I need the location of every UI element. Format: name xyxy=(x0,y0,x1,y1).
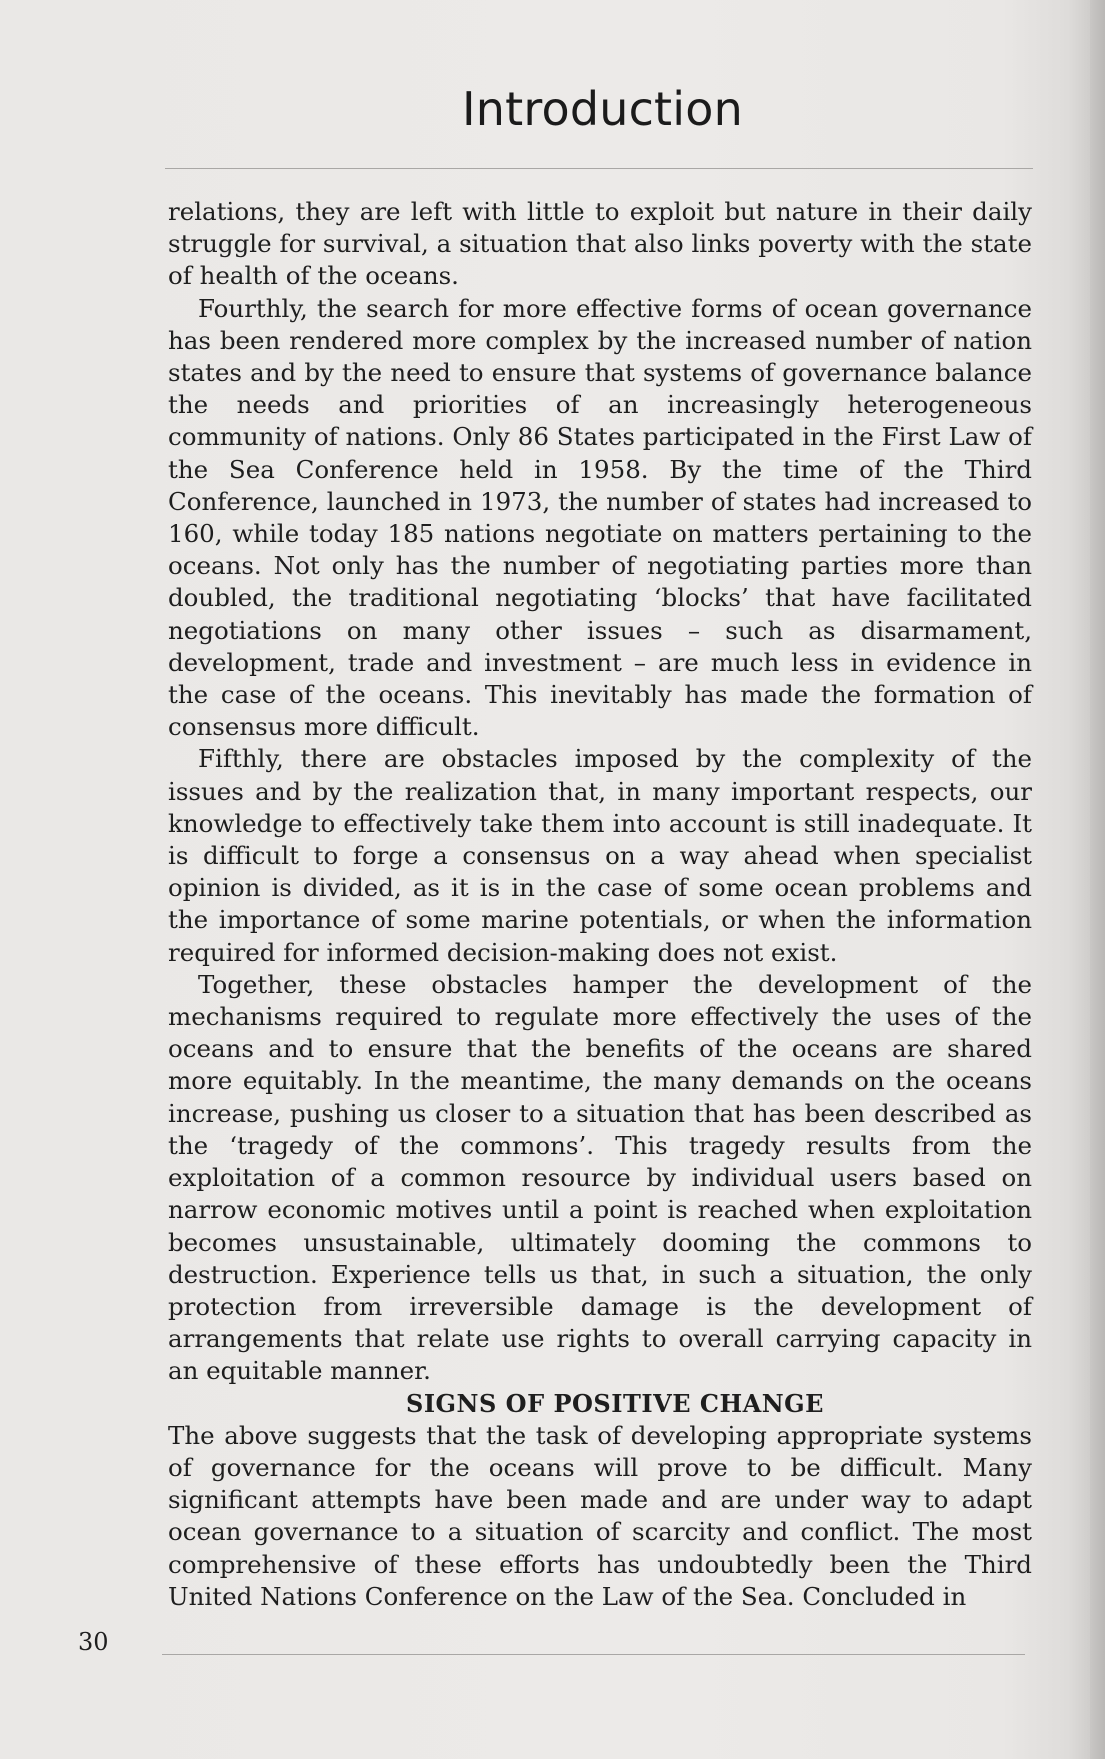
paragraph: relations, they are left with little to exploit but nature in their daily struggle for survival, a situation that also links poverty with the state of health of the oceans. xyxy=(168,197,1032,291)
page-title: Introduction xyxy=(462,82,743,136)
page-edge-shadow xyxy=(1090,0,1105,1759)
section-heading: SIGNS OF POSITIVE CHANGE xyxy=(406,1388,824,1418)
paragraph: Fourthly, the search for more effective forms of ocean governance has been rendered more complex by the increased number of nation states and by the need to ensure that systems of governance balance the needs and priorities of an increasingly heterogeneous community of nations. Only 86 States participated in the First Law of the Sea Conference held in 1958. By the time of the Third Conference, launched in 1973, the number of states had increased to 160, while today 185 nations negotiate on matters pertaining to the oceans. Not only has the number of negotiating parties more than doubled, the traditional negotiating ‘blocks’ that have facilitated negotiations on many other issues – such as disarmament, development, trade and investment – are much less in evidence in the case of the oceans. This inevitably has made the formation of consensus more difficult. xyxy=(168,293,1032,742)
running-header xyxy=(0,82,1105,136)
body-text xyxy=(168,196,1032,1613)
footer-rule xyxy=(162,1654,1025,1655)
paragraph: The above suggests that the task of developing appropriate systems of governance for the oceans will prove to be difficult. Many significant attempts have been made and are under way to adapt ocean governance to a situation of scarcity and conflict. The most comprehensive of these efforts has undoubtedly been the Third United Nations Conference on the Law of the Sea. Concluded in xyxy=(168,1420,1032,1611)
header-rule xyxy=(165,168,1033,169)
paragraph: Fifthly, there are obstacles imposed by the complexity of the issues and by the realization that, in many important respects, our knowledge to effectively take them into account is still inadequate. It is difficult to forge a consensus on a way ahead when specialist opinion is divided, as it is in the case of some ocean problems and the importance of some marine potentials, or when the information required for informed decision-making does not exist. xyxy=(168,744,1032,967)
page-number: 30 xyxy=(78,1628,109,1656)
paragraph: Together, these obstacles hamper the development of the mechanisms required to regulate more effectively the uses of the oceans and to ensure that the benefits of the oceans are shared more equitably. In the meantime, the many demands on the oceans increase, pushing us closer to a situation that has been described as the ‘tragedy of the commons’. This tragedy results from the exploitation of a common resource by individual users based on narrow economic motives until a point is reached when exploitation becomes unsustainable, ultimately dooming the commons to destruction. Experience tells us that, in such a situation, the only protection from irreversible damage is the development of arrangements that relate use rights to overall carrying capacity in an equitable manner. xyxy=(168,969,1032,1386)
